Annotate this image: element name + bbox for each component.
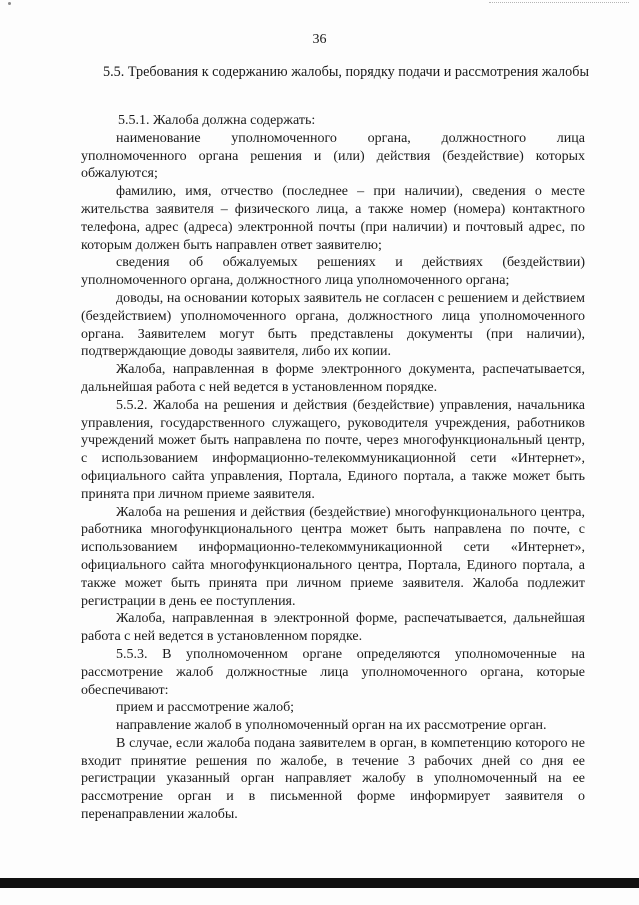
paragraph: доводы, на основании которых заявитель не согласен с решением и действием (бездействием) уполномоченного органа, должностного лица уполномоченного органа. Заявителем могут быть представлены документы (при наличии), подтверждающие доводы заявителя, либо их копии. <box>81 290 585 360</box>
scan-artifact-dot <box>8 2 11 5</box>
paragraph: Жалоба на решения и действия (бездействие) многофункционального центра, работника многофункционального центра может быть направлена по почте, с использованием информационно-телекоммуникационной сети «Интернет», официального сайта многофункционального центра, Портала, Единого портала, а также может быть принята при личном приеме заявителя. Жалоба подлежит регистрации в день ее поступления. <box>81 504 585 609</box>
paragraph: 5.5.2. Жалоба на решения и действия (бездействие) управления, начальника управления, государственного служащего, руководителя учреждения, работников учреждений может быть направлена по почте, через многофункциональный центр, с использованием информационно-телекоммуникационной сети «Интернет», официального сайта управления, Портала, Единого портала, а также может быть принята при личном приеме заявителя. <box>81 397 585 502</box>
paragraph: Жалоба, направленная в форме электронного документа, распечатывается, дальнейшая работа с ней ведется в установленном порядке. <box>81 362 585 395</box>
page-number: 36 <box>312 32 327 47</box>
paragraph: направление жалоб в уполномоченный орган на их рассмотрение орган. <box>116 718 547 734</box>
paragraph: В случае, если жалоба подана заявителем в орган, в компетенцию которого не входит принятие решения по жалобе, в течение 3 рабочих дней со дня ее регистрации указанный орган направляет жалобу в уполномоченный на ее рассмотрение орган и в письменной форме информирует заявителя о перенаправлении жалобы. <box>81 735 585 823</box>
scan-bottom-edge <box>0 878 639 888</box>
section-title: 5.5. Требования к содержанию жалобы, порядку подачи и рассмотрения жалобы <box>103 64 589 80</box>
paragraph: сведения об обжалуемых решениях и действиях (бездействии) уполномоченного органа, должностного лица уполномоченного органа; <box>81 255 585 289</box>
paragraph: наименование уполномоченного органа, должностного лица уполномоченного органа решения и (или) действия (бездействие) которых обжалуются; <box>81 130 585 182</box>
paragraph: Жалоба, направленная в электронной форме, распечатывается, дальнейшая работа с ней ведется в установленном порядке. <box>81 611 585 645</box>
paragraph: фамилию, имя, отчество (последнее – при наличии), сведения о месте жительства заявителя – физического лица, а также номер (номера) контактного телефона, адрес (адреса) электронной почты (при наличии) и почтовый адрес, по которым должен быть направлен ответ заявителю; <box>81 184 585 253</box>
paragraph: 5.5.3. В уполномоченном органе определяются уполномоченные на рассмотрение жалоб должностные лица уполномоченного органа, которые обеспечивают: <box>81 646 585 698</box>
paragraph: прием и рассмотрение жалоб; <box>116 700 295 716</box>
document-body <box>81 112 585 824</box>
paragraph: 5.5.1. Жалоба должна содержать: <box>118 113 316 128</box>
scan-artifact-edge <box>489 2 629 6</box>
